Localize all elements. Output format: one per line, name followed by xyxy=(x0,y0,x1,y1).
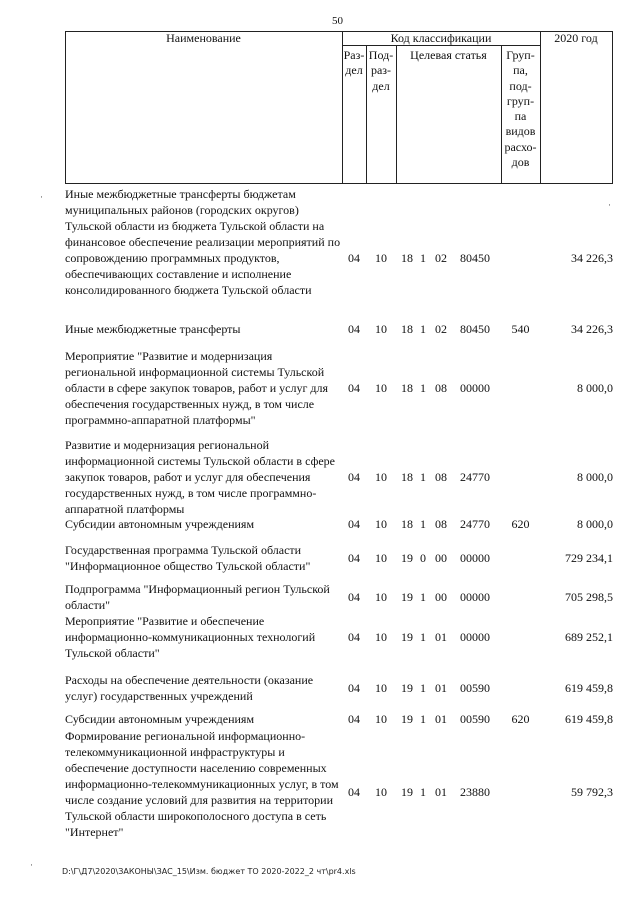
row-target-1: 18 xyxy=(401,381,413,395)
row-target-4: 00590 xyxy=(460,681,490,695)
row-name: Расходы на обеспечение деятельности (оказание услуг) государственных учреждений xyxy=(65,673,314,703)
row-target-4: 00000 xyxy=(460,630,490,644)
row-razdel: 04 xyxy=(348,551,360,565)
row-target-2: 1 xyxy=(420,470,426,484)
row-target-1: 18 xyxy=(401,322,413,336)
row-amount: 34 226,3 xyxy=(571,322,613,336)
row-target-3: 00 xyxy=(435,551,447,565)
row-target-3: 01 xyxy=(435,712,447,726)
scan-mark: · xyxy=(30,860,33,870)
row-target-3: 01 xyxy=(435,681,447,695)
row-target-2: 1 xyxy=(420,630,426,644)
row-name: Мероприятие "Развитие и модернизация региональной информационной системы Тульской области в сфере закупок товаров, работ и услуг для обеспечения государственных нужд, в том числе программно-аппаратной платформы" xyxy=(65,349,329,427)
row-name: Иные межбюджетные трансферты бюджетам муниципальных районов (городских округов) Тульской области из бюджета Тульской области на финансовое обеспечение реализации мероприятий по сопровождению программных продуктов, обеспечивающих составление и исполнение консолидированного бюджета Тульской области xyxy=(65,187,341,297)
row-name: Формирование региональной информационно-телекоммуникационной инфраструктуры и обеспечение доступности населению современных информационно-телекоммуникационных услуг, в том числе создание условий для развития на территории Тульской области широкополосного доступа в сеть "Интернет" xyxy=(65,729,339,839)
row-amount: 705 298,5 xyxy=(565,590,613,604)
row-target-2: 1 xyxy=(420,681,426,695)
row-target-3: 01 xyxy=(435,630,447,644)
row-target-2: 0 xyxy=(420,551,426,565)
row-target-3: 08 xyxy=(435,470,447,484)
row-target-4: 00000 xyxy=(460,381,490,395)
row-target-4: 00000 xyxy=(460,590,490,604)
row-podrazdel: 10 xyxy=(375,681,387,695)
scan-mark: · xyxy=(608,200,611,210)
header-vid: Груп- па, под- груп- па видов расхо- дов xyxy=(504,48,537,170)
row-razdel: 04 xyxy=(348,517,360,531)
row-razdel: 04 xyxy=(348,322,360,336)
row-razdel: 04 xyxy=(348,470,360,484)
row-name: Государственная программа Тульской области "Информационное общество Тульской области" xyxy=(65,543,311,573)
row-amount: 8 000,0 xyxy=(577,381,613,395)
row-vid: 620 xyxy=(511,712,530,726)
row-podrazdel: 10 xyxy=(375,630,387,644)
row-razdel: 04 xyxy=(348,681,360,695)
file-path-footer: D:\Г\Д7\2020\ЗАКОНЫ\ЗАС_15\Изм. бюджет ТО 2020-2022_2 чт\pr4.xls xyxy=(62,867,356,876)
row-podrazdel: 10 xyxy=(375,322,387,336)
row-name: Развитие и модернизация региональной информационной системы Тульской области в сфере закупок товаров, работ и услуг для обеспечения государственных нужд, в том числе программно-аппаратной платформы xyxy=(65,438,335,516)
row-podrazdel: 10 xyxy=(375,470,387,484)
row-podrazdel: 10 xyxy=(375,590,387,604)
row-podrazdel: 10 xyxy=(375,381,387,395)
row-amount: 619 459,8 xyxy=(565,681,613,695)
row-target-1: 19 xyxy=(401,681,413,695)
row-target-1: 18 xyxy=(401,517,413,531)
row-razdel: 04 xyxy=(348,381,360,395)
row-razdel: 04 xyxy=(348,712,360,726)
row-amount: 59 792,3 xyxy=(571,785,613,799)
row-target-1: 19 xyxy=(401,590,413,604)
row-target-4: 80450 xyxy=(460,251,490,265)
row-target-2: 1 xyxy=(420,517,426,531)
row-target-4: 00590 xyxy=(460,712,490,726)
row-name: Подпрограмма "Информационный регион Тульской области" xyxy=(65,582,330,612)
row-amount: 619 459,8 xyxy=(565,712,613,726)
row-razdel: 04 xyxy=(348,630,360,644)
header-year: 2020 год xyxy=(554,31,598,45)
row-name: Иные межбюджетные трансферты xyxy=(65,322,241,336)
row-podrazdel: 10 xyxy=(375,551,387,565)
row-target-4: 24770 xyxy=(460,517,490,531)
row-amount: 34 226,3 xyxy=(571,251,613,265)
row-target-1: 18 xyxy=(401,470,413,484)
row-target-3: 01 xyxy=(435,785,447,799)
row-target-2: 1 xyxy=(420,712,426,726)
scan-mark: · xyxy=(40,192,43,202)
row-target-3: 08 xyxy=(435,381,447,395)
row-amount: 689 252,1 xyxy=(565,630,613,644)
row-podrazdel: 10 xyxy=(375,251,387,265)
row-target-4: 23880 xyxy=(460,785,490,799)
row-podrazdel: 10 xyxy=(375,712,387,726)
header-razdel: Раз- дел xyxy=(343,48,365,78)
row-target-4: 00000 xyxy=(460,551,490,565)
row-razdel: 04 xyxy=(348,785,360,799)
row-target-4: 24770 xyxy=(460,470,490,484)
row-target-1: 19 xyxy=(401,630,413,644)
row-razdel: 04 xyxy=(348,590,360,604)
header-podrazdel: Под- раз- дел xyxy=(368,48,394,93)
row-target-2: 1 xyxy=(420,322,426,336)
row-name: Субсидии автономным учреждениям xyxy=(65,712,255,726)
header-code-group: Код классификации xyxy=(390,31,492,45)
row-name: Субсидии автономным учреждениям xyxy=(65,517,255,531)
row-target-2: 1 xyxy=(420,381,426,395)
header-target: Целевая статья xyxy=(410,48,487,62)
row-target-3: 02 xyxy=(435,251,447,265)
row-target-3: 08 xyxy=(435,517,447,531)
row-target-3: 02 xyxy=(435,322,447,336)
row-podrazdel: 10 xyxy=(375,785,387,799)
row-target-2: 1 xyxy=(420,251,426,265)
row-target-1: 19 xyxy=(401,551,413,565)
row-vid: 540 xyxy=(511,322,530,336)
header-name: Наименование xyxy=(166,31,241,45)
row-target-4: 80450 xyxy=(460,322,490,336)
row-name: Мероприятие "Развитие и обеспечение информационно-коммуникационных технологий Тульской области" xyxy=(65,614,316,660)
row-target-1: 19 xyxy=(401,785,413,799)
row-target-1: 18 xyxy=(401,251,413,265)
row-target-2: 1 xyxy=(420,590,426,604)
row-target-3: 00 xyxy=(435,590,447,604)
row-vid: 620 xyxy=(511,517,530,531)
row-amount: 8 000,0 xyxy=(577,470,613,484)
row-amount: 729 234,1 xyxy=(565,551,613,565)
row-podrazdel: 10 xyxy=(375,517,387,531)
row-target-2: 1 xyxy=(420,785,426,799)
page-number: 50 xyxy=(332,15,343,27)
row-amount: 8 000,0 xyxy=(577,517,613,531)
row-razdel: 04 xyxy=(348,251,360,265)
row-target-1: 19 xyxy=(401,712,413,726)
